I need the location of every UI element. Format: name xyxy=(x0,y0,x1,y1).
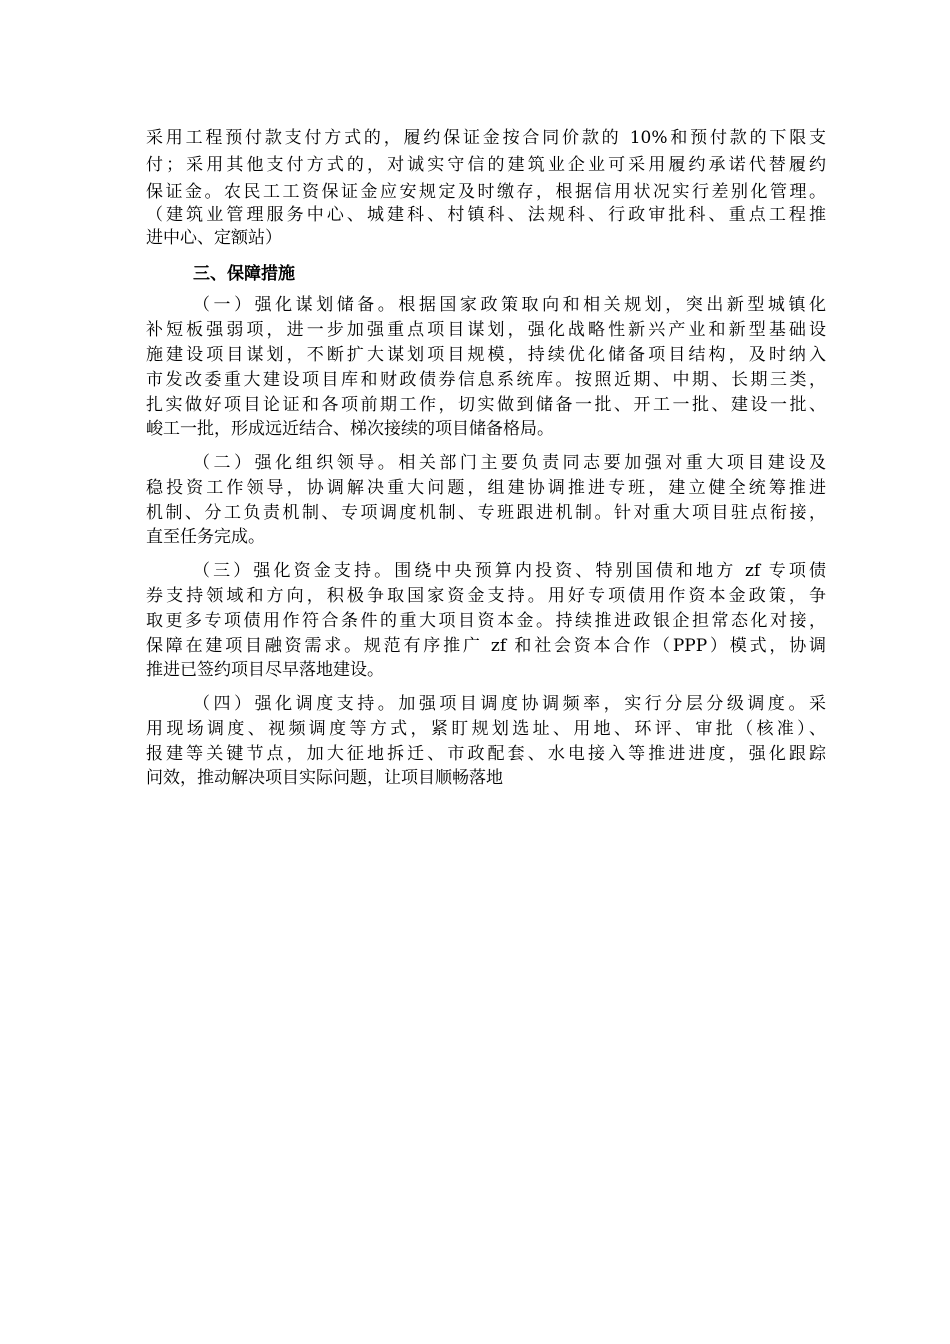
paragraph4-line-2: 用现场调度、视频调度等方式，紧盯规划选址、用地、环评、审批（核准）、 xyxy=(146,719,826,739)
intro-line-3: 保证金。农民工工资保证金应安规定及时缴存，根据信用状况实行差别化管理。 xyxy=(146,182,826,202)
paragraph3-line-4: 保障在建项目融资需求。规范有序推广 zf 和社会资本合作（PPP）模式，协调 xyxy=(146,636,826,656)
intro-line-5: 进中心、定额站） xyxy=(146,228,282,248)
paragraph4-line-4: 问效，推动解决项目实际问题，让项目顺畅落地 xyxy=(146,768,503,788)
paragraph3-line-1: （三）强化资金支持。围绕中央预算内投资、特别国债和地方 zf 专项债 xyxy=(193,561,826,581)
intro-line-2: 付；采用其他支付方式的，对诚实守信的建筑业企业可采用履约承诺代替履约 xyxy=(146,155,826,175)
intro-line-1: 采用工程预付款支付方式的，履约保证金按合同价款的 10%和预付款的下限支 xyxy=(146,128,826,148)
paragraph4-line-3: 报建等关键节点，加大征地拆迁、市政配套、水电接入等推进进度，强化跟踪 xyxy=(146,744,826,764)
paragraph2-line-2: 稳投资工作领导，协调解决重大问题，组建协调推进专班，建立健全统筹推进 xyxy=(146,478,826,498)
paragraph4-line-1: （四）强化调度支持。加强项目调度协调频率，实行分层分级调度。采 xyxy=(193,694,826,714)
section-heading: 三、保障措施 xyxy=(193,264,295,284)
intro-line-4: （建筑业管理服务中心、城建科、村镇科、法规科、行政审批科、重点工程推 xyxy=(146,205,826,225)
paragraph1-line-2: 补短板强弱项，进一步加强重点项目谋划，强化战略性新兴产业和新型基础设 xyxy=(146,320,826,340)
paragraph1-line-3: 施建设项目谋划，不断扩大谋划项目规模，持续优化储备项目结构，及时纳入 xyxy=(146,345,826,365)
paragraph2-line-3: 机制、分工负责机制、专项调度机制、专班跟进机制。针对重大项目驻点衔接， xyxy=(146,503,826,523)
paragraph3-line-3: 取更多专项债用作符合条件的重大项目资本金。持续推进政银企担常态化对接， xyxy=(146,611,826,631)
paragraph1-line-4: 市发改委重大建设项目库和财政债券信息系统库。按照近期、中期、长期三类， xyxy=(146,370,826,390)
paragraph1-line-5: 扎实做好项目论证和各项前期工作，切实做到储备一批、开工一批、建设一批、 xyxy=(146,395,826,415)
paragraph1-line-1: （一）强化谋划储备。根据国家政策取向和相关规划，突出新型城镇化 xyxy=(193,295,826,315)
paragraph3-line-5: 推进已签约项目尽早落地建设。 xyxy=(146,660,384,680)
paragraph1-line-6: 峻工一批，形成远近结合、梯次接续的项目储备格局。 xyxy=(146,419,554,439)
paragraph2-line-4: 直至任务完成。 xyxy=(146,527,265,547)
paragraph3-line-2: 券支持领域和方向，积极争取国家资金支持。用好专项债用作资本金政策，争 xyxy=(146,586,826,606)
paragraph2-line-1: （二）强化组织领导。相关部门主要负责同志要加强对重大项目建设及 xyxy=(193,453,826,473)
